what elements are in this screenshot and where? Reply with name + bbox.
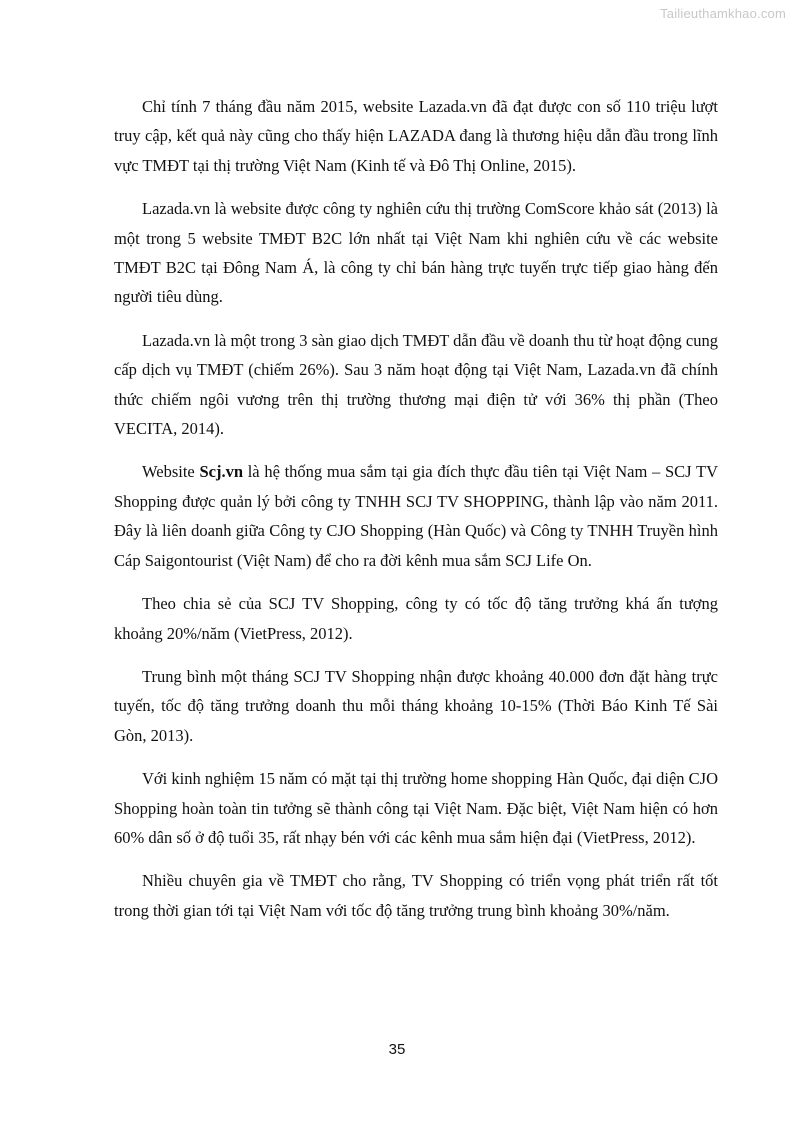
paragraph-tv-shopping-outlook: Nhiều chuyên gia về TMĐT cho rằng, TV Shopping có triển vọng phát triển rất tốt trong thời gian tới tại Việt Nam với tốc độ tăng trưởng trung bình khoảng 30%/năm.: [114, 871, 718, 920]
scj-website-name: Scj.vn: [199, 462, 243, 482]
paragraph-lazada-comscore: Lazada.vn là website được công ty nghiên cứu thị trường ComScore khảo sát (2013) là một trong 5 website TMĐT B2C lớn nhất tại Việt Nam khi nghiên cứu về các website TMĐT B2C tại Đông Nam Á, là công ty chỉ bán hàng trực tuyến trực tiếp giao hàng đến người tiêu dùng.: [114, 199, 718, 307]
paragraph-scj-growth: Theo chia sẻ của SCJ TV Shopping, công ty có tốc độ tăng trưởng khá ấn tượng khoảng 20%/năm (VietPress, 2012).: [114, 594, 718, 643]
paragraph-scj-rest: là hệ thống mua sắm tại gia đích thực đầu tiên tại Việt Nam – SCJ TV Shopping được quản lý bởi công ty TNHH SCJ TV SHOPPING, thành lập vào năm 2011. Đây là liên doanh giữa Công ty CJO Shopping (Hàn Quốc) và Công ty TNHH Truyền hình Cáp Saigontourist (Việt Nam) để cho ra đời kênh mua sắm SCJ Life On.: [114, 462, 718, 570]
page-number: 35: [388, 1041, 406, 1058]
paragraph-scj-intro: [114, 457, 718, 575]
document-body: [114, 92, 718, 939]
watermark-text: Tailieuthamkhao.com: [660, 6, 786, 21]
paragraph-scj-lead: Website: [142, 462, 200, 482]
paragraph-lazada-traffic: Chỉ tính 7 tháng đầu năm 2015, website Lazada.vn đã đạt được con số 110 triệu lượt truy cập, kết quả này cũng cho thấy hiện LAZADA đang là thương hiệu dẫn đầu trong lĩnh vực TMĐT tại thị trường Việt Nam (Kinh tế và Đô Thị Online, 2015).: [114, 97, 718, 175]
paragraph-lazada-market-share: Lazada.vn là một trong 3 sàn giao dịch TMĐT dẫn đầu về doanh thu từ hoạt động cung cấp dịch vụ TMĐT (chiếm 26%). Sau 3 năm hoạt động tại Việt Nam, Lazada.vn đã chính thức chiếm ngôi vương trên thị trường thương mại điện tử với 36% thị phần (Theo VECITA, 2014).: [114, 330, 718, 439]
paragraph-cjo-experience: Với kinh nghiệm 15 năm có mặt tại thị trường home shopping Hàn Quốc, đại diện CJO Shopping hoàn toàn tin tưởng sẽ thành công tại Việt Nam. Đặc biệt, Việt Nam hiện có hơn 60% dân số ở độ tuổi 35, rất nhạy bén với các kênh mua sắm hiện đại (VietPress, 2012).: [114, 769, 718, 847]
paragraph-scj-orders: Trung bình một tháng SCJ TV Shopping nhận được khoảng 40.000 đơn đặt hàng trực tuyến, tốc độ tăng trưởng doanh thu mỗi tháng khoảng 10-15% (Thời Báo Kinh Tế Sài Gòn, 2013).: [114, 666, 718, 745]
